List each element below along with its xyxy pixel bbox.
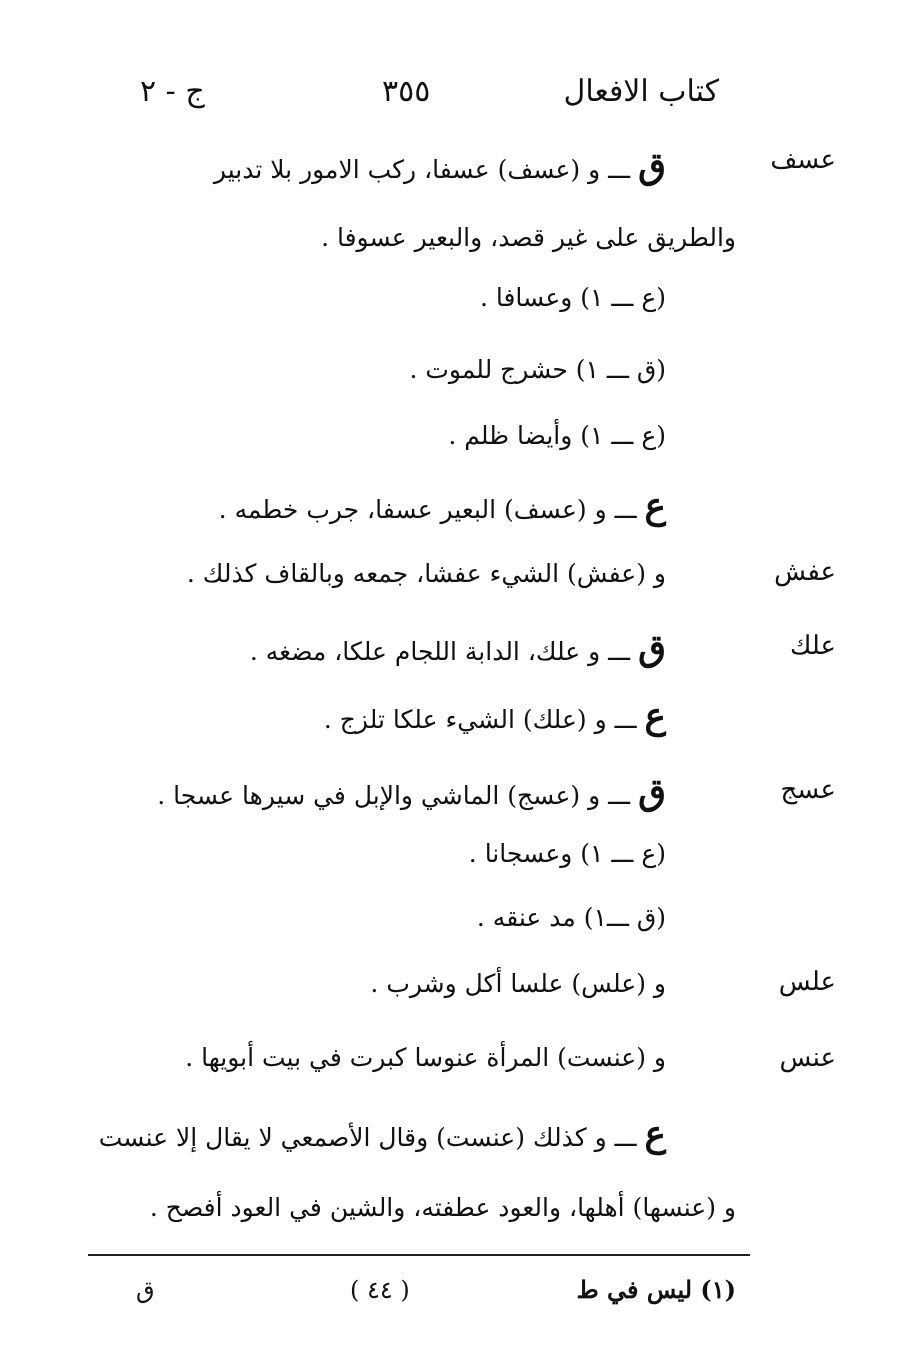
source-marker: ق	[638, 627, 666, 669]
root-word: عسف	[770, 145, 836, 175]
line-text: (ع ـــ ١) وأيضا ظلم .	[448, 421, 666, 450]
root-word: عفش	[774, 557, 836, 587]
root-word: عنس	[779, 1043, 836, 1073]
text-line	[99, 1112, 666, 1160]
text-line	[324, 694, 666, 742]
line-text: ـــ و (عسج) الماشي والإبل في سيرها عسجا .	[157, 781, 631, 810]
volume-label: ج - ٢	[140, 74, 205, 109]
footnote: (١) ليس في ط	[576, 1275, 736, 1304]
line-text: (ع ـــ ١) وعسجانا .	[468, 839, 666, 868]
source-marker: ع	[644, 695, 666, 737]
root-word: عسج	[780, 775, 836, 805]
footnote-divider	[88, 1254, 750, 1256]
source-marker: ق	[638, 771, 666, 813]
line-text: والطريق على غير قصد، والبعير عسوفا .	[321, 223, 736, 252]
line-text: (ق ـــ ١) حشرج للموت .	[409, 355, 666, 384]
text-line	[214, 144, 666, 192]
root-word: علس	[778, 967, 836, 997]
line-text: ـــ و (علك) الشيء علكا تلزج .	[323, 705, 637, 734]
line-text: و (عنسها) أهلها، والعود عطفته، والشين في العود أفصح .	[149, 1193, 736, 1222]
line-text: و (عفش) الشيء عفشا، جمعه وبالقاف كذلك .	[186, 559, 666, 588]
text-line	[150, 1186, 736, 1230]
line-text: (ع ـــ ١) وعسافا .	[479, 283, 666, 312]
page-number: ٣٥٥	[382, 74, 431, 109]
book-title: كتاب الافعال	[563, 74, 719, 109]
text-line	[469, 832, 666, 876]
source-marker: ع	[644, 485, 666, 527]
text-line	[157, 770, 666, 818]
line-text: (ق ـــ١) مد عنقه .	[476, 903, 666, 932]
line-text: ـــ و علك، الدابة اللجام علكا، مضغه .	[249, 637, 631, 666]
signature-letter: ق	[136, 1276, 155, 1304]
line-text: ـــ و (عسف) عسفا، ركب الامور بلا تدبير	[213, 155, 631, 184]
line-text: ـــ و (عسف) البعير عسفا، جرب خطمه .	[218, 495, 637, 524]
text-line	[480, 276, 666, 320]
source-marker: ق	[638, 145, 666, 187]
text-line	[187, 552, 666, 596]
text-line	[219, 484, 666, 532]
text-line	[477, 896, 666, 940]
text-line	[370, 962, 666, 1006]
source-marker: ع	[644, 1113, 666, 1155]
signature-number: ( ٤٤ )	[350, 1276, 410, 1304]
line-text: و (عنست) المرأة عنوسا كبرت في بيت أبويها .	[185, 1043, 666, 1072]
text-line	[250, 626, 666, 674]
root-word: علك	[789, 631, 836, 661]
text-line	[321, 216, 736, 260]
text-line	[185, 1036, 666, 1080]
text-line	[410, 348, 667, 392]
text-line	[448, 414, 666, 458]
line-text: و (علس) علسا أكل وشرب .	[370, 969, 666, 998]
line-text: ـــ و كذلك (عنست) وقال الأصمعي لا يقال إلا عنست	[98, 1123, 637, 1152]
